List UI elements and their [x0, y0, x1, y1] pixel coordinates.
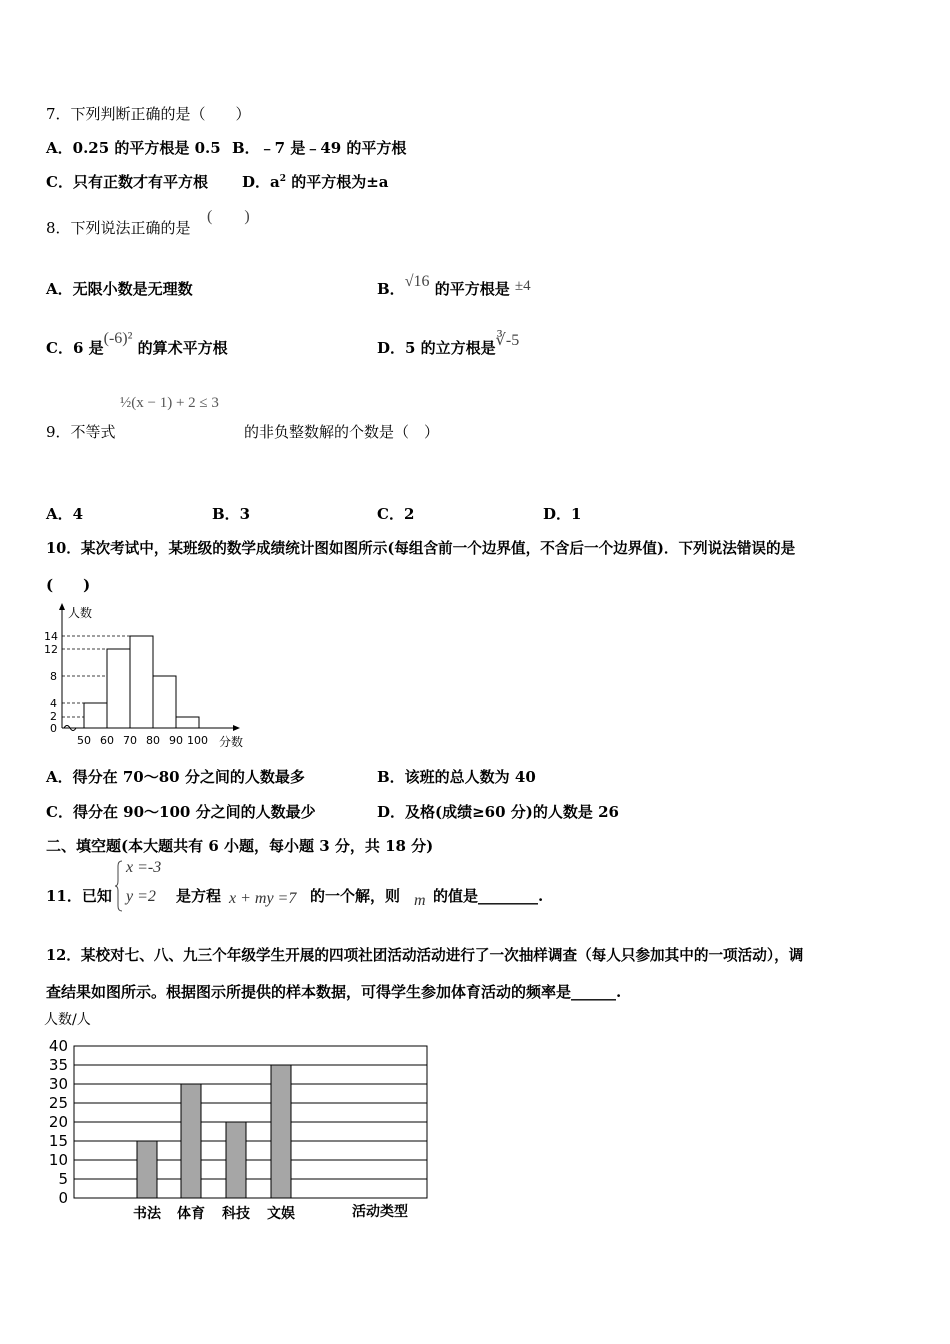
- q7-option-a: A．0.25 的平方根是 0.5: [46, 139, 221, 157]
- brace-icon: [115, 860, 123, 912]
- svg-text:25: 25: [48, 1094, 68, 1112]
- svg-text:12: 12: [44, 643, 58, 656]
- q9-inequality: ½(x − 1) + 2 ≤ 3: [120, 395, 219, 411]
- q8-paren: ( ): [207, 208, 250, 225]
- svg-text:8: 8: [50, 670, 57, 683]
- q7-option-c: C．只有正数才有平方根: [46, 173, 208, 191]
- q8-option-d: D．5 的立方根是∛-5: [377, 332, 520, 357]
- q11-mid2: 的一个解，则: [310, 887, 401, 905]
- q11-system-line1: x =-3: [126, 859, 162, 876]
- q9-option-a: A．4: [46, 505, 84, 523]
- svg-text:0: 0: [50, 722, 57, 735]
- q8-option-c: C．6 是(-6)² 的算术平方根: [46, 330, 228, 357]
- q12-line2: 查结果如图所示。根据图示所提供的样本数据，可得学生参加体育活动的频率是______.: [46, 983, 622, 1001]
- q8-stem: 8．下列说法正确的是: [46, 219, 191, 237]
- svg-text:100: 100: [187, 734, 208, 747]
- svg-text:60: 60: [100, 734, 114, 747]
- q9-option-c: C．2: [377, 505, 415, 523]
- svg-text:10: 10: [48, 1151, 68, 1169]
- q8-option-a: A．无限小数是无理数: [46, 280, 193, 298]
- q10-option-c: C．得分在 90～100 分之间的人数最少: [46, 803, 316, 821]
- q11-equation: x + my =7: [229, 890, 297, 907]
- svg-text:40: 40: [48, 1037, 68, 1055]
- q11-mid: 是方程: [176, 887, 222, 905]
- svg-text:90: 90: [169, 734, 183, 747]
- svg-text:书法: 书法: [133, 1206, 161, 1222]
- svg-text:20: 20: [48, 1113, 68, 1131]
- svg-text:15: 15: [48, 1132, 68, 1150]
- q10-option-a: A．得分在 70～80 分之间的人数最多: [46, 768, 305, 786]
- svg-text:14: 14: [44, 630, 58, 643]
- q10-option-b: B．该班的总人数为 40: [377, 768, 536, 786]
- q11-system-line2: y =2: [126, 888, 156, 905]
- neg6-squared: (-6)²: [103, 330, 133, 347]
- q8-option-b: B．√16 的平方根是 ±4: [377, 273, 531, 298]
- svg-text:分数: 分数: [219, 735, 244, 749]
- svg-text:30: 30: [48, 1075, 68, 1093]
- svg-text:文娱: 文娱: [267, 1206, 295, 1222]
- plus-minus-4: ±4: [514, 278, 531, 294]
- q10-stem: 10．某次考试中，某班级的数学成绩统计图如图所示(每组含前一个边界值，不含后一个边界值)．下列说法错误的是: [46, 540, 796, 557]
- svg-text:80: 80: [146, 734, 160, 747]
- svg-text:35: 35: [48, 1056, 68, 1074]
- svg-text:人数/人: 人数/人: [44, 1012, 91, 1028]
- q7-stem: 7．下列判断正确的是（ ）: [46, 105, 251, 123]
- score-histogram: [40, 603, 260, 753]
- svg-text:0: 0: [58, 1189, 68, 1207]
- svg-text:科技: 科技: [222, 1206, 250, 1222]
- q9-stem-prefix: 9．不等式: [46, 423, 116, 441]
- q9-option-d: D．1: [543, 505, 582, 523]
- svg-text:5: 5: [58, 1170, 68, 1188]
- svg-text:2: 2: [50, 710, 57, 723]
- q7-option-d: D．$a^2$ 的平方根为±a: [242, 173, 389, 191]
- q11-var-m: m: [414, 892, 426, 909]
- q12-line1: 12．某校对七、八、九三个年级学生开展的四项社团活动活动进行了一次抽样调查（每人只参加其中的一项活动），调: [46, 947, 804, 964]
- svg-text:50: 50: [77, 734, 91, 747]
- sqrt-16: √16: [404, 273, 430, 290]
- q7-option-b: B．﹣7 是﹣49 的平方根: [232, 139, 407, 157]
- svg-text:活动类型: 活动类型: [352, 1204, 408, 1220]
- q9-stem-suffix: 的非负整数解的个数是（ ）: [244, 423, 440, 441]
- q9-option-b: B．3: [212, 505, 251, 523]
- svg-text:4: 4: [50, 697, 57, 710]
- q10-option-d: D．及格(成绩≥60 分)的人数是 26: [377, 803, 619, 821]
- activity-bar-chart: [40, 1008, 430, 1228]
- section-2-heading: 二、填空题(本大题共有 6 小题，每小题 3 分，共 18 分): [46, 837, 434, 855]
- q11-prefix: 11．已知: [46, 887, 112, 905]
- q11-suffix: 的值是________.: [433, 887, 544, 905]
- svg-text:人数: 人数: [68, 606, 93, 620]
- q10-paren: ( ): [46, 576, 91, 594]
- cube-root-neg5: ∛-5: [495, 332, 520, 349]
- svg-text:体育: 体育: [177, 1206, 205, 1222]
- svg-text:70: 70: [123, 734, 137, 747]
